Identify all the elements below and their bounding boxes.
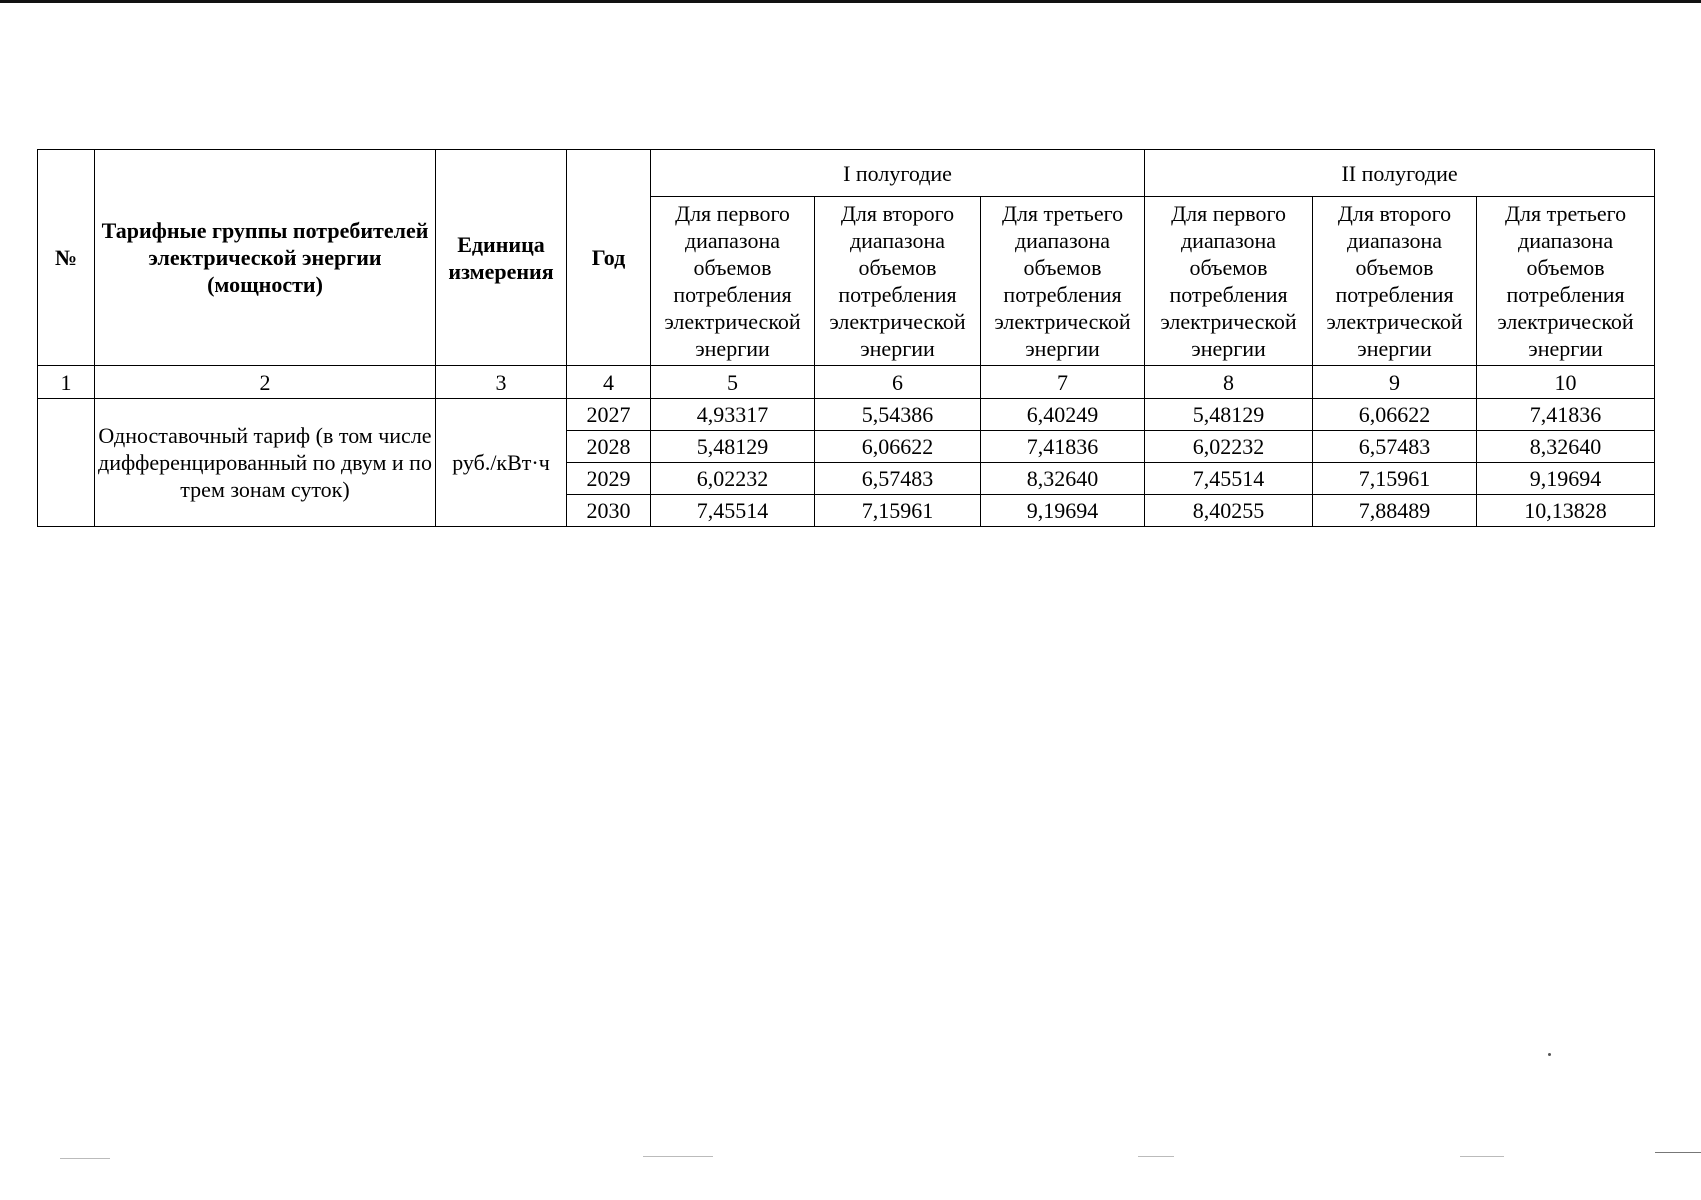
column-number: 7 — [981, 366, 1145, 399]
column-number: 9 — [1313, 366, 1477, 399]
value-cell: 6,57483 — [1313, 431, 1477, 463]
tariff-table — [37, 149, 1655, 527]
value-cell: 7,45514 — [1145, 463, 1313, 495]
column-number: 5 — [651, 366, 815, 399]
scan-artifact — [1138, 1156, 1174, 1157]
scan-artifact — [1655, 1152, 1701, 1153]
header-h1-range1: Для первого диапазона объемов потребления электрической энергии — [651, 197, 815, 366]
scan-artifact — [1548, 1053, 1551, 1056]
year-cell: 2028 — [567, 431, 651, 463]
value-cell: 5,54386 — [815, 399, 981, 431]
tariff-group-name: Одноставочный тариф (в том числе дифференцированный по двум и по трем зонам суток) — [95, 399, 436, 527]
value-cell: 6,06622 — [1313, 399, 1477, 431]
value-cell: 7,15961 — [1313, 463, 1477, 495]
scan-artifact — [60, 1158, 110, 1159]
column-number: 1 — [38, 366, 95, 399]
value-cell: 8,32640 — [1477, 431, 1655, 463]
header-h2-range2: Для второго диапазона объемов потребления электрической энергии — [1313, 197, 1477, 366]
header-first-half: I полугодие — [651, 150, 1145, 197]
column-number: 2 — [95, 366, 436, 399]
value-cell: 4,93317 — [651, 399, 815, 431]
row-number-cell — [38, 399, 95, 527]
column-number-row — [38, 366, 1655, 399]
column-number: 4 — [567, 366, 651, 399]
value-cell: 6,02232 — [1145, 431, 1313, 463]
column-number: 8 — [1145, 366, 1313, 399]
header-h2-range1: Для первого диапазона объемов потребления электрической энергии — [1145, 197, 1313, 366]
value-cell: 6,57483 — [815, 463, 981, 495]
value-cell: 9,19694 — [1477, 463, 1655, 495]
year-cell: 2030 — [567, 495, 651, 527]
header-unit: Единица измерения — [436, 150, 567, 366]
value-cell: 7,45514 — [651, 495, 815, 527]
value-cell: 9,19694 — [981, 495, 1145, 527]
value-cell: 8,32640 — [981, 463, 1145, 495]
unit-value: руб./кВт·ч — [436, 399, 567, 527]
value-cell: 6,02232 — [651, 463, 815, 495]
column-number: 6 — [815, 366, 981, 399]
year-cell: 2027 — [567, 399, 651, 431]
header-h1-range2: Для второго диапазона объемов потребления электрической энергии — [815, 197, 981, 366]
header-row-halves — [38, 150, 1655, 197]
value-cell: 6,06622 — [815, 431, 981, 463]
header-h1-range3: Для третьего диапазона объемов потребления электрической энергии — [981, 197, 1145, 366]
header-number: № — [38, 150, 95, 366]
value-cell: 8,40255 — [1145, 495, 1313, 527]
scan-artifact — [643, 1156, 713, 1157]
value-cell: 10,13828 — [1477, 495, 1655, 527]
value-cell: 6,40249 — [981, 399, 1145, 431]
value-cell: 7,88489 — [1313, 495, 1477, 527]
value-cell: 7,41836 — [1477, 399, 1655, 431]
value-cell: 7,15961 — [815, 495, 981, 527]
column-number: 10 — [1477, 366, 1655, 399]
header-year: Год — [567, 150, 651, 366]
column-number: 3 — [436, 366, 567, 399]
scan-artifact — [1460, 1156, 1504, 1157]
scan-top-edge — [0, 0, 1701, 3]
header-tariff-groups: Тарифные группы потребителей электрической энергии (мощности) — [95, 150, 436, 366]
value-cell: 5,48129 — [651, 431, 815, 463]
header-second-half: II полугодие — [1145, 150, 1655, 197]
table-row — [38, 399, 1655, 431]
header-h2-range3: Для третьего диапазона объемов потребления электрической энергии — [1477, 197, 1655, 366]
year-cell: 2029 — [567, 463, 651, 495]
value-cell: 5,48129 — [1145, 399, 1313, 431]
value-cell: 7,41836 — [981, 431, 1145, 463]
